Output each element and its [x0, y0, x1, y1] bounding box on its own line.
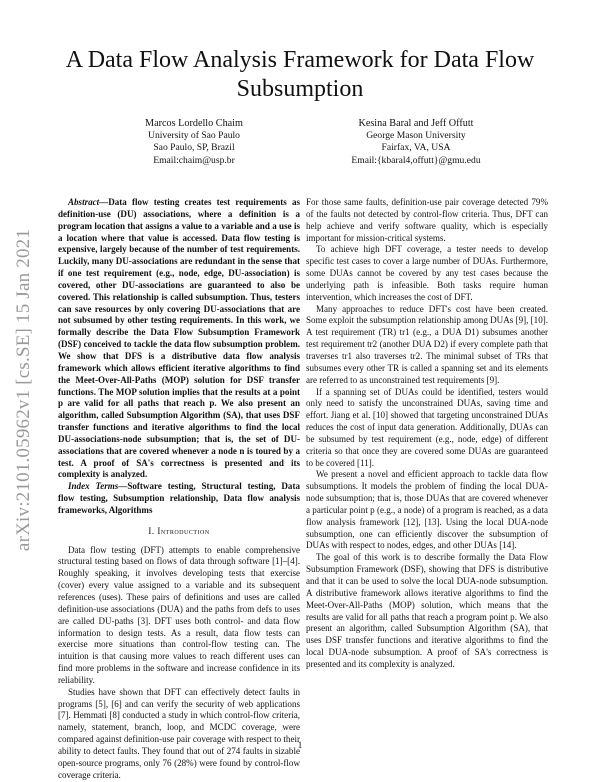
paper-title: A Data Flow Analysis Framework for Data Flow Subsumption	[65, 47, 535, 102]
section-heading: I. Introduction	[148, 525, 210, 536]
body-paragraph: If a spanning set of DUAs could be identified, testers would only need to satisfy the unconstrained DUAs, saving time and effort. Jiang et al. [10] showed that targeting unconstrained DUAs reduces the cost of input data generation. Additionally, DUAs can be subsumed by test requirement (e.g., node, edge) of different criteria so that once they are covered some DUAs are guaranteed to be covered [11].	[306, 386, 548, 468]
body-paragraph: To achieve high DFT coverage, a tester needs to develop specific test cases to cover a large number of DUAs. Furthermore, some DUAs cannot be covered by any test cases because the underlying path is infeasible. Both tasks require human intervention, which increases the cost of DFT.	[306, 244, 548, 302]
author-affiliation: University of Sao Paulo	[148, 130, 240, 142]
body-paragraph: Studies have shown that DFT can effectively detect faults in programs [5], [6] and can verify the security of web applications [7]. Hemmati [8] conducted a study in which control-flow criteria, namely, statement, branch, loop, and MCDC coverage, were compared against definition-use pair coverage with respect to their ability to detect faults. They found that out of 274 faults in sizable open-source programs, only 76 (28%) were found by control-flow coverage criteria.	[58, 686, 300, 780]
arxiv-stamp	[6, 190, 42, 590]
index-terms-text: —Software testing, Structural testing, Data flow testing, Subsumption relationship, Data flow analysis frameworks, Algorithms	[58, 481, 300, 515]
body-paragraph: The goal of this work is to describe formally the Data Flow Subsumption Framework (DSF), showing that DFS is distributive and that it can be used to solve the local DUA-node subsumption. A distributive framework allows iterative algorithms to find the Meet-Over-All-Paths (MOP) solution, which means that the results are valid for all paths that reach a program point p. We also present an algorithm, called Subsumption Algorithm (SA), that uses DSF transfer functions and iterative algorithms to find the local DUA-node subsumption. A proof of SA's correctness is presented and its complexity is analyzed.	[306, 552, 548, 669]
arxiv-stamp-text: arXiv:2101.05962v1 [cs.SE] 15 Jan 2021	[13, 228, 34, 552]
body-paragraph: Data flow testing (DFT) attempts to enable comprehensive structural testing based on flows of data through software [1]–[4]. Roughly speaking, it involves developing tests that exercise (cover) every value assigned to a variable and its subsequent references (uses). These pairs of definitions and uses are called definition-use associations (DUA) and the paths from defs to uses are called DU-paths [3]. DFT uses both control- and data flow information to design tests. As a result, data flow tests can exercise more situations than control-flow testing can. The intuition is that causing more values to reach different uses can find more problems in the software and increase confidence in its reliability.	[58, 544, 300, 685]
author-name: Kesina Baral and Jeff Offutt	[358, 118, 474, 129]
author-email: Email:{kbaral4,offutt}@gmu.edu	[351, 154, 481, 166]
author-affiliation: George Mason University	[366, 130, 466, 142]
author-location: Sao Paulo, SP, Brazil	[153, 142, 235, 154]
author-email: Email:chaim@usp.br	[153, 154, 235, 166]
index-terms	[58, 481, 300, 517]
page-number: 1	[297, 740, 303, 750]
abstract-paragraph	[58, 197, 300, 481]
abstract	[58, 197, 300, 481]
author-location: Fairfax, VA, USA	[381, 142, 451, 154]
index-terms-lead: Index Terms	[68, 481, 119, 492]
author-block-2	[306, 118, 526, 167]
index-terms-paragraph	[58, 481, 300, 517]
abstract-lead: Abstract	[68, 197, 100, 207]
right-column	[306, 197, 548, 671]
author-block-1	[84, 118, 304, 167]
body-paragraph: Many approaches to reduce DFT's cost have been created. Some exploit the subsumption relationship among DUAs [9], [10]. A test requirement (TR) tr1 (e.g., a DUA D1) subsumes another test requirement tr2 (another DUA D2) if every complete path that traverses tr1 also traverses tr2. The minimal subset of TRs that subsumes every other TR is called a spanning set and its elements are referred to as unconstrained test requirements [9].	[306, 303, 548, 385]
body-paragraph: For those same faults, definition-use pair coverage detected 79% of the faults not detected by control-flow criteria. Thus, DFT can help achieve and verify software quality, which is especially important for mission-critical systems.	[306, 197, 548, 243]
left-column	[58, 197, 300, 782]
author-name: Marcos Lordello Chaim	[145, 118, 243, 129]
abstract-text: —Data flow testing creates test requirements as definition-use (DU) associations, where a definition is a program location that assigns a value to a variable and a use is a location where that value is accessed. Data flow testing is expensive, largely because of the number of test requirements. Luckily, many DU-associations are redundant in the sense that if one test requirement (e.g., node, edge, DU-association) is covered, other DU-associations are guaranteed to also be covered. This relationship is called subsumption. Thus, testers can save resources by only covering DU-associations that are not subsumed by other testing requirements. In this work, we formally describe the Data Flow Subsumption Framework (DSF) conceived to tackle the data flow subsumption problem. We show that DFS is a distributive data flow analysis framework which allows efficient iterative algorithms to find the Meet-Over-All-Paths (MOP) solution for DSF transfer functions. The MOP solution implies that the results at a point p are valid for all paths that reach p. We also present an algorithm, called Subsumption Algorithm (SA), that uses DSF transfer functions and iterative algorithms to find the local DU-associations-node subsumption; that is, the set of DU-associations that are covered whenever a node n is toured by a test. A proof of SA's correctness is presented and its complexity is analyzed.	[58, 197, 300, 480]
body-paragraph: We present a novel and efficient approach to tackle data flow subsumptions. It models the problem of finding the local DUA-node subsumption; that is, those DUAs that are covered whenever a particular point p (e.g., a node) of a program is reached, as a data flow analysis framework [12], [13]. Using the local DUA-node subsumption, one can efficiently discover the subsumption of DUAs with respect to nodes, edges, and other DUAs [14].	[306, 469, 548, 551]
